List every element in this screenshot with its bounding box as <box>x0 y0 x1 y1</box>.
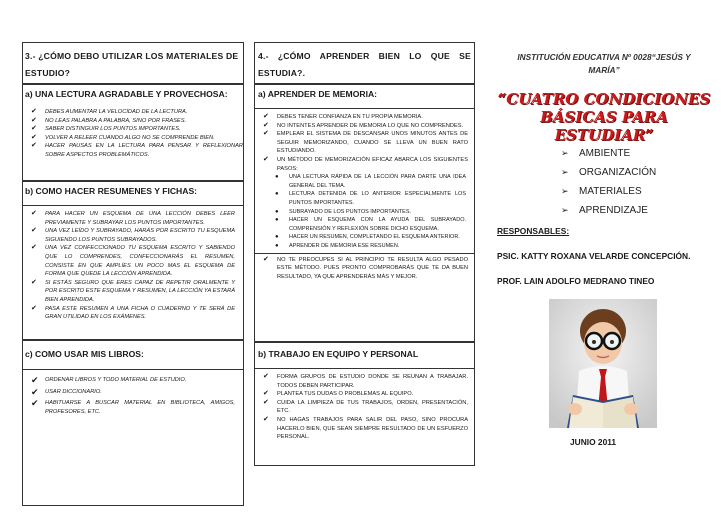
list-item: ✔ NO TE PREOCUPES SI AL PRINCIPIO TE RESULTA ALGO PESADO ESTE MÉTODO. PUES PRONTO COMPROBARÁS QUE TE DA BUEN RESULTADO, YA QUE APRENDERÁS MÁS Y MEJOR. <box>263 255 468 280</box>
list-item: ➢ AMBIENTE <box>561 144 721 163</box>
check-icon: ✔ <box>31 210 37 217</box>
bullet-icon: ● <box>275 242 279 249</box>
section-title: a) APRENDER DE MEMORIA: <box>255 85 474 109</box>
list-item: ✔ PLANTEA TUS DUDAS O PROBLEMAS AL EQUIPO. <box>263 390 414 398</box>
check-icon: ✔ <box>263 121 269 129</box>
check-icon: ✔ <box>263 398 269 406</box>
check-icon: ✔ <box>263 415 269 423</box>
check-icon: ✔ <box>31 227 37 235</box>
list-item: ✔ NO LEAS PALABRA A PALABRA, SINO POR FRASES. <box>31 116 187 124</box>
list-item: ● UNA LECTURA RÁPIDA DE LA LECCIÓN PARA DARTE UNA IDEA GENERAL DEL TEMA. <box>275 174 466 189</box>
list-item: ✔ USAR DICCIONARIO. <box>31 386 102 397</box>
check-icon: ✔ <box>31 278 37 286</box>
section-title: b) COMO HACER RESUMENES Y FICHAS: <box>23 182 243 206</box>
list-item: ✔ PASA ESTE RESUMEN A UNA FICHA O CUADERNO Y TE SERÁ DE GRAN UTILIDAD EN LOS EXÁMENES. <box>31 304 235 321</box>
cover-title <box>497 90 711 144</box>
section-title: a) UNA LECTURA AGRADABLE Y PROVECHOSA: <box>25 89 228 99</box>
steps-list <box>255 173 474 250</box>
check-list <box>255 373 474 442</box>
section-libros <box>22 340 244 506</box>
publication-date: JUNIO 2011 <box>570 437 617 447</box>
list-item: ➢ MATERIALES <box>561 182 721 201</box>
list-item: ➢ APRENDIZAJE <box>561 201 721 220</box>
student-reading-illustration <box>549 299 657 428</box>
responsible-person-1: PSIC. KATTY ROXANA VELARDE CONCEPCIÓN. <box>497 251 691 261</box>
section-resumenes <box>22 181 244 340</box>
check-icon: ✔ <box>263 113 269 120</box>
responsible-person-2: PROF. LAIN ADOLFO MEDRANO TINEO <box>497 276 655 286</box>
check-icon: ✔ <box>263 130 269 138</box>
list-item: ✔ UN MÉTODO DE MEMORIZACIÓN EFICAZ ABARCA LOS SIGUIENTES PASOS: <box>263 155 468 172</box>
bullet-icon: ● <box>275 191 279 198</box>
student-reading-photo <box>549 299 657 428</box>
check-list <box>23 108 243 160</box>
check-icon: ✔ <box>31 125 37 133</box>
heading-box-4 <box>254 42 475 84</box>
list-item: ✔ UNA VEZ CONFECCIONADO TU ESQUEMA ESCRITO Y SABIENDO QUE LO COMPRENDES, CONFECCIONARÁS EL RESUMEN, CONSISTE EN QUE AMPLÍES UN POCO MAS EL ESQUEMA DE FORMA QUE QUEDE LA LECCIÓN APRENDIDA. <box>31 244 235 278</box>
list-item: ✔ VOLVER A RELEER CUANDO ALGO NO SE COMPRENDE BIEN. <box>31 133 215 141</box>
section-memoria <box>254 84 475 342</box>
check-icon: ✔ <box>31 142 37 150</box>
list-item: ✔ HABITUARSE A BUSCAR MATERIAL EN BIBLIOTECA, AMIGOS, PROFESORES, ETC. <box>31 398 235 415</box>
arrow-icon: ➢ <box>561 186 569 196</box>
heading-4: 4.- ¿CÓMO APRENDER BIEN LO QUE SE ESTUDIA?. <box>258 51 471 78</box>
list-item: ➢ ORGANIZACIÓN <box>561 163 721 182</box>
check-list <box>23 376 243 416</box>
check-icon: ✔ <box>31 244 37 252</box>
list-item: ✔ HACER PAUSAS EN LA LECTURA PARA PENSAR Y REFLEXIONAR SOBRE ASPECTOS PROBLEMÁTICOS. <box>31 142 243 158</box>
section-title: b) TRABAJO EN EQUIPO Y PERSONAL <box>255 343 474 369</box>
list-item: ✔ CUIDA LA LIMPIEZA DE TUS TRABAJOS, ORDEN, PRESENTACIÓN, ETC. <box>263 398 468 415</box>
check-icon: ✔ <box>31 398 39 409</box>
check-list <box>23 210 243 322</box>
check-list <box>255 113 474 173</box>
section-equipo <box>254 342 475 466</box>
heading-3: 3.- ¿CÓMO DEBO UTILIZAR LOS MATERIALES DE ESTUDIO? <box>25 51 239 78</box>
check-icon: ✔ <box>31 116 37 124</box>
heading-box-3 <box>22 42 244 84</box>
check-icon: ✔ <box>263 373 269 380</box>
list-item: ✔ PARA HACER UN ESQUEMA DE UNA LECCIÓN DEBES LEER PREVIAMENTE Y SUBRAYAR LOS PUNTOS IMPORTANTES. <box>31 210 235 226</box>
check-icon: ✔ <box>263 255 269 263</box>
conditions-list <box>561 144 721 220</box>
list-item: ● HACER UN RESUMEN, COMPLETANDO EL ESQUEMA ANTERIOR. <box>275 234 460 241</box>
check-icon: ✔ <box>263 155 269 163</box>
check-icon: ✔ <box>31 304 37 312</box>
check-icon: ✔ <box>263 390 269 398</box>
list-item: ✔ SI ESTÁS SEGURO QUE ERES CAPAZ DE REPETIR ORALMENTE Y POR ESCRITO ESTE ESQUEMA Y RESUMEN, LA LECCIÓN YA ESTARÁ BIEN APRENDIDA. <box>31 278 235 303</box>
bullet-icon: ● <box>275 208 279 215</box>
arrow-icon: ➢ <box>561 148 569 158</box>
bullet-icon: ● <box>275 174 279 181</box>
arrow-icon: ➢ <box>561 205 569 215</box>
bullet-icon: ● <box>275 217 279 224</box>
check-icon: ✔ <box>31 375 39 385</box>
list-item: ✔ FORMA GRUPOS DE ESTUDIO DONDE SE REUNAN A TRABAJAR. TODOS DEBEN PARTICIPAR. <box>263 373 468 389</box>
list-item: ✔ EMPLEAR EL SISTEMA DE DESCANSAR UNOS MINUTOS ANTES DE SEGUIR MEMORIZANDO, CUANDO SE LLEVA UN BUEN RATO ESTUDIANDO. <box>263 130 468 155</box>
check-icon: ✔ <box>31 386 39 397</box>
section-lectura <box>22 84 244 181</box>
list-item: ✔ SABER DISTINGUIR LOS PUNTOS IMPORTANTES. <box>31 125 181 133</box>
list-item: ● LECTURA DETENIDA DE LO ANTERIOR ESPECIALMENTE LOS PUNTOS IMPORTANTES. <box>275 191 466 206</box>
list-item: ✔ NO INTENTES APRENDER DE MEMORIA LO QUE NO COMPRENDES. <box>263 121 464 129</box>
check-icon: ✔ <box>31 133 37 141</box>
check-icon: ✔ <box>31 108 37 115</box>
list-item: ✔ DEBES AUMENTAR LA VELOCIDAD DE LA LECTURA. <box>31 108 188 115</box>
list-item: ● HACER UN ESQUEMA CON LA AYUDA DEL SUBRAYADO. COMPRENSIÓN Y REFLEXIÓN SOBRE DICHO ESQUEMA. <box>275 217 466 232</box>
institution-name: INSTITUCIÓN EDUCATIVA Nº 0028“JESÚS Y MARÍA” <box>517 52 691 75</box>
title-line-1: “CUATRO CONDICIONES <box>497 90 711 108</box>
responsables-label: RESPONSABLES: <box>497 226 570 236</box>
list-item: ● SUBRAYADO DE LOS PUNTOS IMPORTANTES. <box>275 208 412 215</box>
section-title: c) COMO USAR MIS LIBROS: <box>23 341 243 370</box>
bullet-icon: ● <box>275 234 279 241</box>
list-item: ✔ ORDENAR LIBROS Y TODO MATERIAL DE ESTUDIO. <box>31 375 187 385</box>
list-item: ✔ DEBES TENER CONFIANZA EN TU PROPIA MEMORIA. <box>263 113 423 120</box>
list-item: ✔ UNA VEZ LEÍDO Y SUBRAYADO, HARÁS POR ESCRITO TU ESQUEMA SIGUIENDO LOS PUNTOS SUBRAYADOS. <box>31 227 235 243</box>
check-list <box>255 253 474 282</box>
list-item: ● APRENDER DE MEMORIA ESE RESUMEN. <box>275 242 400 249</box>
arrow-icon: ➢ <box>561 167 569 177</box>
list-item: ✔ NO HAGAS TRABAJOS PARA SALIR DEL PASO, SINO PROCURA HACERLO BIEN, QUE SEAN SIEMPRE RESULTADO DE UN ESFUERZO PERSONAL. <box>263 415 468 441</box>
title-line-2: BÁSICAS PARA ESTUDIAR” <box>540 108 668 144</box>
